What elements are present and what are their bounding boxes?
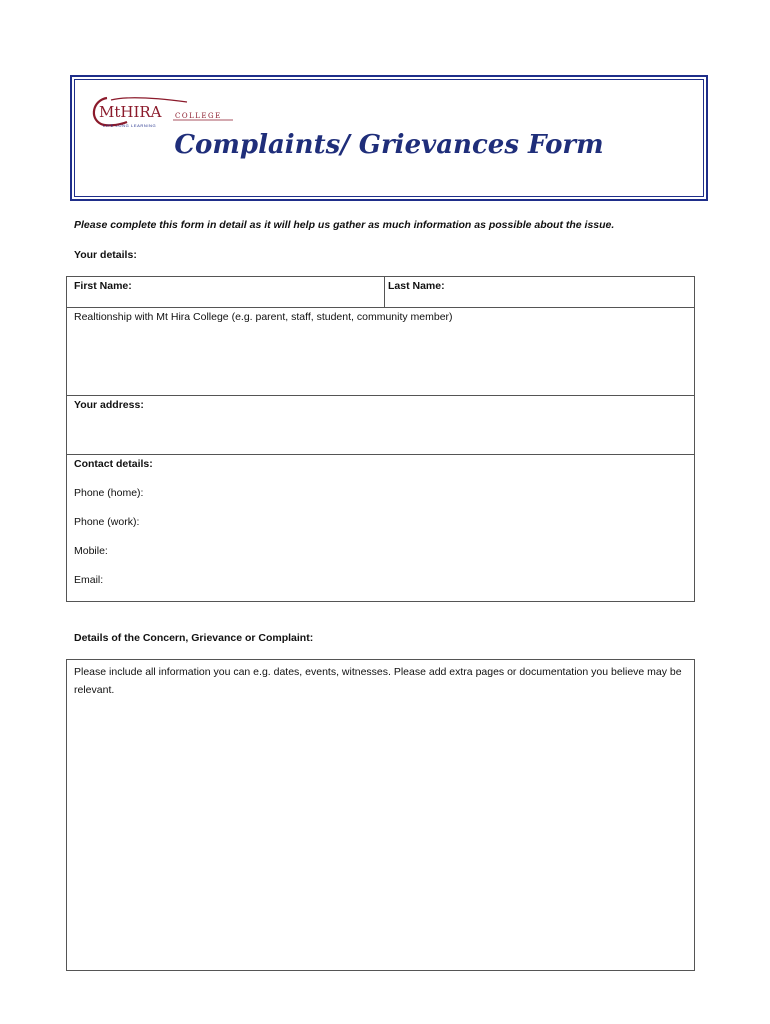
svg-text:LIFE LONG LEARNING: LIFE LONG LEARNING (103, 123, 157, 128)
relationship-row (67, 308, 694, 396)
phone-work-field[interactable]: Phone (work): (74, 516, 140, 528)
concern-heading: Details of the Concern, Grievance or Complaint: (74, 632, 314, 644)
concern-textarea[interactable] (66, 659, 695, 971)
your-details-heading: Your details: (74, 249, 137, 261)
email-field[interactable]: Email: (74, 574, 104, 586)
contact-details-heading: Contact details: (74, 458, 153, 470)
college-logo (87, 92, 237, 132)
address-row (67, 396, 694, 455)
name-row (67, 277, 694, 308)
svg-text:MtHIRA: MtHIRA (99, 103, 162, 121)
form-header (71, 76, 707, 200)
contact-row (67, 455, 694, 601)
relationship-field[interactable]: Realtionship with Mt Hira College (e.g. parent, staff, student, community member) (74, 311, 453, 323)
first-name-field[interactable]: First Name: (74, 280, 132, 292)
svg-text:COLLEGE: COLLEGE (175, 112, 222, 120)
last-name-field[interactable]: Last Name: (388, 280, 445, 292)
mobile-field[interactable]: Mobile: (74, 545, 108, 557)
column-divider (384, 277, 385, 307)
phone-home-field[interactable]: Phone (home): (74, 487, 144, 499)
address-field[interactable]: Your address: (74, 399, 144, 411)
details-table (66, 276, 695, 602)
form-title: Complaints/ Grievances Form (174, 130, 604, 160)
intro-text: Please complete this form in detail as it will help us gather as much information as possible about the issue. (74, 219, 615, 231)
concern-instructions: Please include all information you can e.g. dates, events, witnesses. Please add extra pages or documentation you believe may be relevant. (74, 666, 682, 696)
